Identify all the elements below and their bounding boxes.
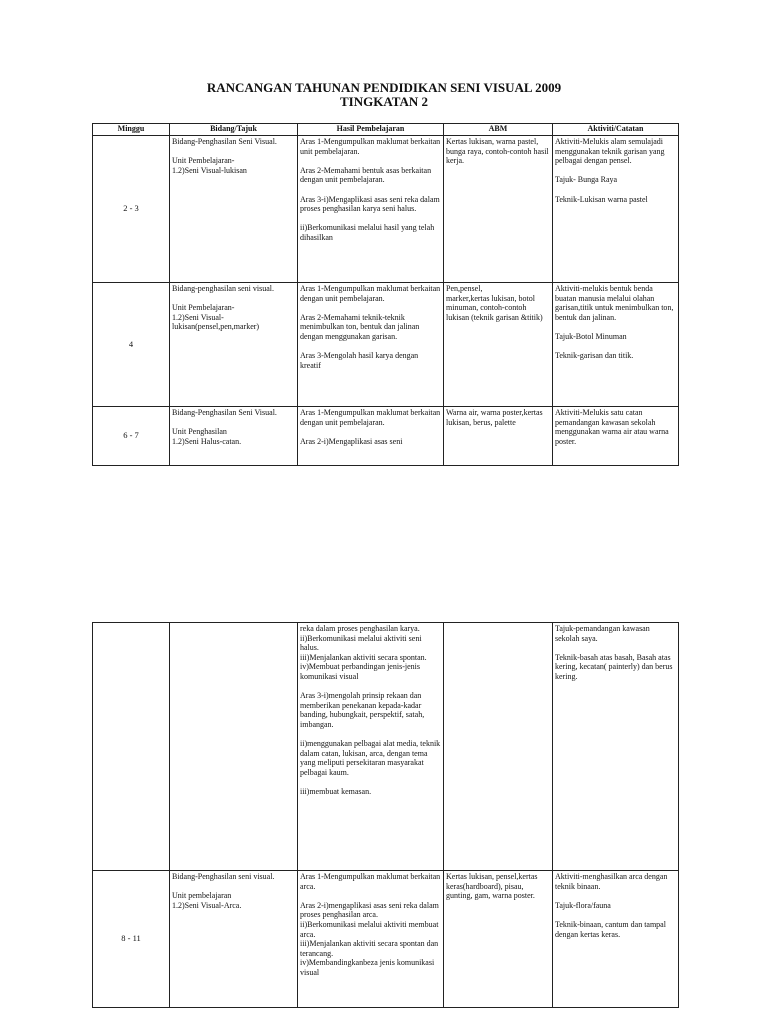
abm-cell: Kertas lukisan, pensel,kertas keras(hardboard), pisau, gunting, gam, warna poster. [444,871,553,1008]
week-cell: 6 - 7 [93,407,170,466]
week-cell [93,623,170,871]
hasil-text: Aras 1-Mengumpulkan maklumat berkaitan dengan unit pembelajaran. Aras 2-i)Mengaplikasi asas seni [300,408,441,446]
bidang-cell: Bidang-Penghasilan Seni Visual. Unit Penghasilan 1.2)Seni Halus-catan. [170,407,298,466]
hasil-text: Aras 1-Mengumpulkan maklumat berkaitan dengan unit pembelajaran. Aras 2-Memahami teknik-teknik menimbulkan ton, bentuk dan jalinan dengan menggunakan garisan. Aras 3-Mengolah hasil karya dengan kreatif [300,284,441,370]
hasil-cell [298,136,444,283]
header-hasil: Hasil Pembelajaran [298,124,444,136]
bidang-cell: Bidang-Penghasilan seni visual. Unit pembelajaran 1.2)Seni Visual-Arca. [170,871,298,1008]
bidang-cell [170,623,298,871]
hasil-cell [298,407,444,466]
abm-cell: Warna air, warna poster,kertas lukisan, berus, palette [444,407,553,466]
table-row [93,871,679,1008]
hasil-text: Aras 1-Mengumpulkan maklumat berkaitan arca. Aras 2-i)mengaplikasi asas seni reka dalam proses penghasilan arca. ii)Berkomunikasi melalui aktiviti membuat arca. iii)Menjalankan aktiviti secara spontan dan terancang. iv)Membandingkanbeza jenis komunikasi visual [300,872,441,977]
hasil-text: reka dalam proses penghasilan karya. ii)Berkomunikasi melalui aktiviti seni halus. iii)Menjalankan aktiviti secara spontan. iv)Membuat perbandingan jenis-jenis komunikasi visual Aras 3-i)mengolah prinsip rekaan dan memberikan penekanan kepada-kadar banding, hubungkait, perspektif, satah, imbangan. ii)menggunakan pelbagai alat media, teknik dalam catan, lukisan, arca, dengan tema yang meliputi persekitaran masyarakat pelbagai kaum. iii)membuat kemasan. [300,624,441,797]
header-bidang: Bidang/Tajuk [170,124,298,136]
plan-table-page2 [92,622,679,1008]
aktiviti-cell: Aktiviti-Melukis alam semulajadi menggunakan teknik garisan yang pelbagai dengan pensel. Tajuk- Bunga Raya Teknik-Lukisan warna pastel [553,136,679,283]
bidang-cell: Bidang-penghasilan seni visual. Unit Pembelajaran- 1.2)Seni Visual-lukisan(pensel,pen,marker) [170,283,298,407]
header-aktiviti: Aktiviti/Catatan [553,124,679,136]
header-minggu: Minggu [93,124,170,136]
aktiviti-cell: Aktiviti-melukis bentuk benda buatan manusia melalui olahan garisan,titik untuk menimbulkan ton, bentuk dan jalinan. Tajuk-Botol Minuman Teknik-garisan dan titik. [553,283,679,407]
week-cell: 8 - 11 [93,871,170,1008]
table-row [93,283,679,407]
abm-cell: Kertas lukisan, warna pastel, bunga raya, contoh-contoh hasil kerja. [444,136,553,283]
hasil-cell [298,871,444,1008]
week-cell: 2 - 3 [93,136,170,283]
table-header-row [93,124,679,136]
plan-table-page1 [92,123,679,466]
aktiviti-cell: Aktiviti-Melukis satu catan pemandangan kawasan sekolah menggunakan warna air atau warna poster. [553,407,679,466]
abm-cell: Pen,pensel, marker,kertas lukisan, botol minuman, contoh-contoh lukisan (teknik garisan &titik) [444,283,553,407]
aktiviti-cell: Tajuk-pemandangan kawasan sekolah saya. Teknik-basah atas basah, Basah atas kering, kecatan( painterly) dan berus kering. [553,623,679,871]
document-title: RANCANGAN TAHUNAN PENDIDIKAN SENI VISUAL 2009 [206,80,562,95]
table-row [93,407,679,466]
hasil-cell [298,623,444,871]
bidang-cell: Bidang-Penghasilan Seni Visual. Unit Pembelajaran- 1.2)Seni Visual-lukisan [170,136,298,283]
table-row [93,136,679,283]
header-abm: ABM [444,124,553,136]
hasil-cell [298,283,444,407]
aktiviti-cell: Aktiviti-menghasilkan arca dengan teknik binaan. Tajuk-flora/fauna Teknik-binaan, cantum dan tampal dengan kertas keras. [553,871,679,1008]
abm-cell [444,623,553,871]
table-row [93,623,679,871]
hasil-text: Aras 1-Mengumpulkan maklumat berkaitan unit pembelajaran. Aras 2-Memahami bentuk asas berkaitan dengan unit pembelajaran. Aras 3-i)Mengaplikasi asas seni reka dalam proses penghasilan karya seni halus. ii)Berkomunikasi melalui hasil yang telah dihasilkan [300,137,441,242]
document-subtitle: TINGKATAN 2 [340,94,428,109]
week-cell: 4 [93,283,170,407]
